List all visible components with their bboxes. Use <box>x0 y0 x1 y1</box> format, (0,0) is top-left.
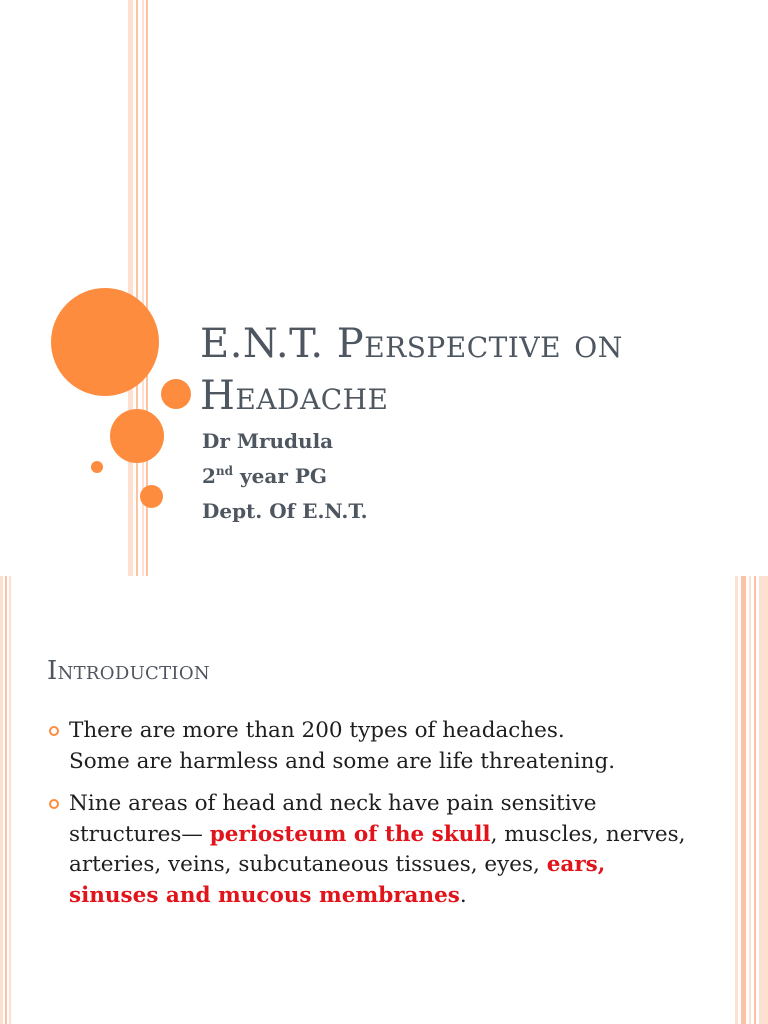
ordinal-suffix: nd <box>215 464 234 478</box>
title-line-1: E.N.T. Perspective on <box>200 321 623 367</box>
slide-title <box>200 318 740 422</box>
author-year <box>202 459 368 494</box>
decorative-rule <box>749 576 751 1024</box>
decorative-rule <box>759 576 768 1024</box>
decorative-circle-large <box>51 288 159 396</box>
slide-subtitle <box>202 424 368 529</box>
list-item <box>48 716 688 777</box>
bullet-ring-icon <box>49 726 59 736</box>
bullet-ring-icon <box>49 799 59 809</box>
decorative-circle-medium <box>110 409 164 463</box>
section-heading: Introduction <box>47 656 210 686</box>
bullet-list <box>48 716 688 923</box>
decorative-rule <box>128 0 133 576</box>
highlight-text: ears, sinuses and mucous membranes <box>69 852 606 908</box>
decorative-circle-tiny <box>140 485 163 508</box>
list-item <box>48 789 688 911</box>
bullet-text: Nine areas of head and neck have pain sensitive structures— <box>69 791 597 847</box>
department: Dept. Of E.N.T. <box>202 499 368 523</box>
year-number: 2 <box>202 464 216 488</box>
decorative-rule <box>0 576 3 1024</box>
introduction-slide <box>0 576 768 1024</box>
decorative-rule <box>754 576 756 1024</box>
title-line-2: Headache <box>200 373 389 419</box>
decorative-rule <box>741 576 746 1024</box>
bullet-text: There are more than 200 types of headaches. <box>69 718 565 743</box>
decorative-rule <box>136 0 138 576</box>
highlight-text: periosteum of the skull <box>209 821 491 847</box>
year-label: year PG <box>233 464 327 488</box>
bullet-text: . <box>459 882 467 908</box>
decorative-circle-small <box>161 379 191 409</box>
decorative-rule <box>5 576 7 1024</box>
author-name: Dr Mrudula <box>202 429 334 453</box>
decorative-rule <box>735 576 738 1024</box>
bullet-text: Some are harmless and some are life threatening. <box>69 748 616 774</box>
decorative-rule <box>9 576 11 1024</box>
decorative-dot <box>91 461 103 473</box>
bullet-text: , muscles, nerves, arteries, veins, subcutaneous tissues, eyes, <box>69 821 686 877</box>
